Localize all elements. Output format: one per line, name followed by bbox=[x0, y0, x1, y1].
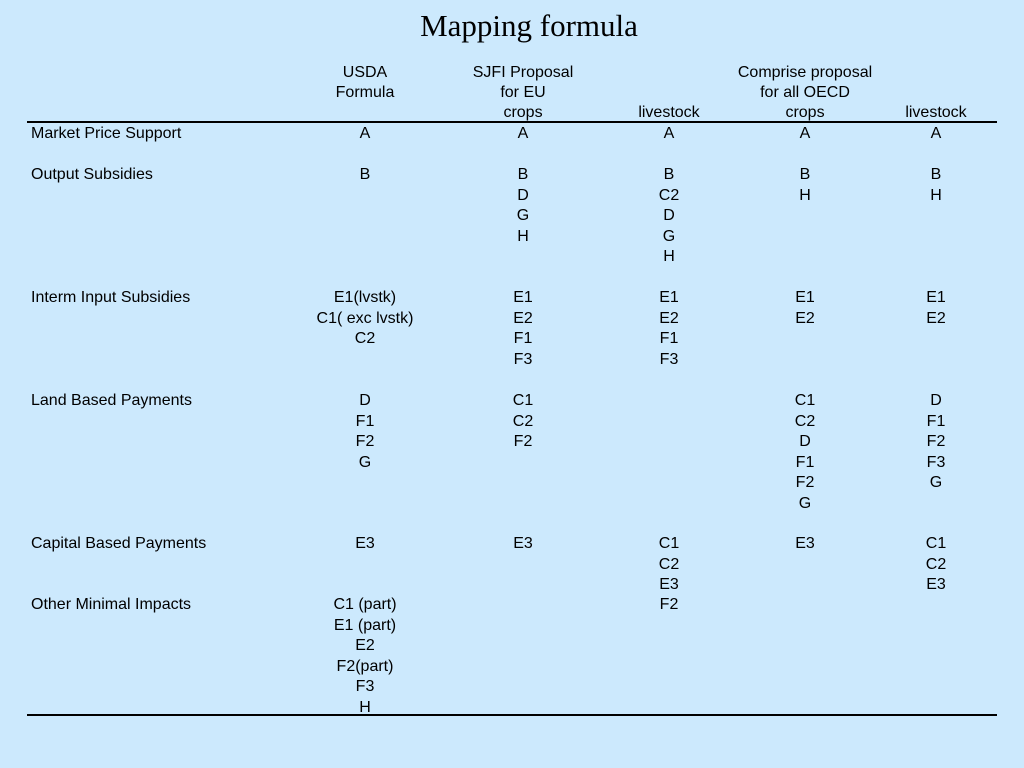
cell-usda: E1(lvstk) bbox=[333, 289, 397, 306]
cell-usda: C2 bbox=[354, 330, 376, 347]
cell-comp-livestock: B bbox=[930, 166, 942, 183]
cell-comp-crops: B bbox=[799, 166, 811, 183]
cell-usda: D bbox=[359, 392, 371, 409]
subheader-comprise-livestock: livestock bbox=[905, 104, 967, 121]
subheader-sjfi-crops: crops bbox=[503, 104, 543, 121]
cell-sjfi-livestock: F1 bbox=[659, 330, 679, 347]
cell-comp-crops: E2 bbox=[795, 309, 815, 327]
row-label: Interm Input Subsidies bbox=[31, 289, 191, 306]
cell-comp-crops: H bbox=[799, 186, 811, 204]
cell-comp-crops: E1 bbox=[795, 289, 815, 306]
header-sjfi-line1: SJFI Proposal bbox=[472, 64, 574, 81]
cell-sjfi-livestock: B bbox=[663, 166, 675, 183]
cell-comp-crops: C2 bbox=[794, 412, 816, 430]
cell-usda: C1 (part) bbox=[333, 596, 397, 613]
cell-sjfi-crops: C1 bbox=[512, 392, 534, 409]
cell-comp-livestock: A bbox=[930, 125, 942, 142]
cell-usda: B bbox=[359, 166, 371, 183]
cell-sjfi-crops: H bbox=[517, 227, 529, 245]
cell-sjfi-livestock: C2 bbox=[658, 555, 680, 573]
cell-usda: E2 bbox=[355, 637, 375, 654]
cell-sjfi-crops: A bbox=[517, 125, 529, 142]
header-usda-line2: Formula bbox=[335, 84, 395, 101]
row-label: Land Based Payments bbox=[31, 392, 192, 409]
cell-usda: F1 bbox=[355, 412, 375, 430]
header-comprise-line1: Comprise proposal bbox=[737, 64, 873, 81]
header-rule bbox=[27, 121, 997, 123]
cell-comp-livestock: E3 bbox=[926, 576, 946, 593]
cell-comp-crops: D bbox=[799, 433, 811, 450]
cell-comp-crops: F2 bbox=[795, 474, 815, 491]
cell-sjfi-crops: F1 bbox=[513, 330, 533, 347]
subheader-sjfi-livestock: livestock bbox=[638, 104, 700, 121]
header-sjfi-line2: for EU bbox=[500, 84, 546, 101]
cell-sjfi-livestock: F3 bbox=[659, 350, 679, 368]
cell-usda: G bbox=[358, 453, 372, 471]
cell-comp-livestock: F1 bbox=[926, 412, 946, 430]
cell-comp-crops: G bbox=[798, 494, 812, 512]
cell-usda: A bbox=[359, 125, 371, 142]
cell-comp-livestock: C1 bbox=[925, 535, 947, 552]
cell-comp-livestock: C2 bbox=[925, 555, 947, 573]
cell-usda: E1 (part) bbox=[333, 616, 397, 634]
cell-usda: F2(part) bbox=[336, 657, 394, 675]
row-label: Output Subsidies bbox=[31, 166, 153, 183]
cell-sjfi-livestock: E2 bbox=[659, 309, 679, 327]
bottom-rule bbox=[27, 714, 997, 716]
row-label: Market Price Support bbox=[31, 125, 182, 142]
cell-sjfi-livestock: C1 bbox=[658, 535, 680, 552]
cell-sjfi-crops: D bbox=[517, 186, 529, 204]
cell-sjfi-livestock: E3 bbox=[659, 576, 679, 593]
header-usda-line1: USDA bbox=[342, 64, 388, 81]
cell-comp-crops: F1 bbox=[795, 453, 815, 471]
cell-sjfi-livestock: G bbox=[662, 227, 676, 245]
cell-usda: C1( exc lvstk) bbox=[316, 309, 414, 327]
cell-sjfi-livestock: F2 bbox=[659, 596, 679, 613]
cell-comp-livestock: G bbox=[929, 474, 943, 491]
cell-sjfi-crops: G bbox=[516, 207, 530, 224]
cell-sjfi-livestock: A bbox=[663, 125, 675, 142]
cell-sjfi-livestock: C2 bbox=[658, 186, 680, 204]
cell-sjfi-crops: B bbox=[517, 166, 529, 183]
slide-title: Mapping formula bbox=[420, 8, 638, 43]
cell-comp-crops: A bbox=[799, 125, 811, 142]
cell-sjfi-livestock: D bbox=[663, 207, 675, 224]
cell-sjfi-crops: F3 bbox=[513, 350, 533, 368]
subheader-comprise-crops: crops bbox=[785, 104, 825, 121]
cell-sjfi-crops: F2 bbox=[513, 433, 533, 450]
cell-comp-livestock: D bbox=[930, 392, 942, 409]
cell-sjfi-crops: E3 bbox=[513, 535, 533, 552]
cell-comp-crops: E3 bbox=[795, 535, 815, 552]
row-label: Capital Based Payments bbox=[31, 535, 207, 552]
cell-usda: H bbox=[359, 698, 371, 716]
cell-sjfi-livestock: H bbox=[663, 248, 675, 265]
cell-comp-livestock: H bbox=[930, 186, 942, 204]
cell-usda: F2 bbox=[355, 433, 375, 450]
row-label: Other Minimal Impacts bbox=[31, 596, 192, 613]
cell-usda: E3 bbox=[355, 535, 375, 552]
cell-comp-livestock: E2 bbox=[926, 309, 946, 327]
cell-comp-livestock: F2 bbox=[926, 433, 946, 450]
cell-comp-crops: C1 bbox=[794, 392, 816, 409]
header-comprise-line2: for all OECD bbox=[760, 84, 850, 101]
cell-sjfi-crops: E2 bbox=[513, 309, 533, 327]
cell-comp-livestock: E1 bbox=[926, 289, 946, 306]
cell-comp-livestock: F3 bbox=[926, 453, 946, 471]
cell-sjfi-livestock: E1 bbox=[659, 289, 679, 306]
cell-sjfi-crops: E1 bbox=[513, 289, 533, 306]
cell-usda: F3 bbox=[355, 678, 375, 695]
cell-sjfi-crops: C2 bbox=[512, 412, 534, 430]
